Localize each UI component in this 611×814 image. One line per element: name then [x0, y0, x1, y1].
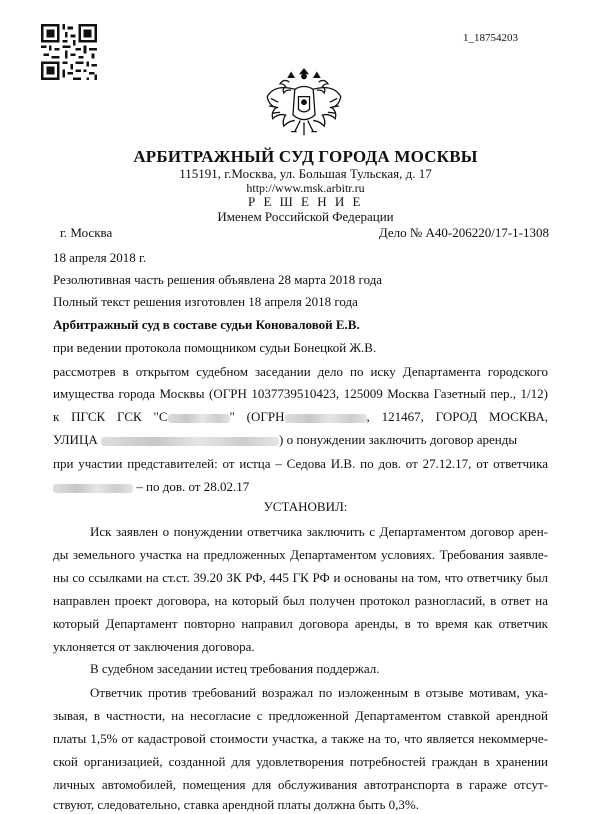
in-name-of: Именем Российской Федерации [217, 209, 394, 224]
decision-date: 18 апреля 2018 г. [53, 250, 147, 265]
resolution-note: Резолютивная часть решения объявлена 28 марта 2018 года [53, 272, 383, 287]
paragraph-line: В судебном заседании истец требования поддержал. [90, 661, 380, 676]
paragraph-line: уклоняется от заключения договора. [53, 639, 255, 654]
protocol-keeper: при ведении протокола помощником судьи Бонецкой Ж.В. [53, 340, 377, 355]
redacted-text [168, 414, 230, 423]
document-title: Р Е Ш Е Н И Е [248, 194, 363, 209]
paragraph-line: ны со ссылками на ст.ст. 39.20 ЗК РФ, 445 ГК РФ и основаны на том, что ответчику был [53, 570, 548, 585]
paragraph-line: который Департамент повторно направил договора аренды, в то время как ответчик [53, 616, 548, 631]
redacted-text [53, 484, 133, 493]
paragraph-line: Иск заявлен о понуждении ответчика заключить с Департаментом договор арен- [90, 524, 548, 539]
paragraph-line: ской организацией, созданной для удовлетворения потребностей граждан в хранении [53, 754, 548, 769]
court-name: АРБИТРАЖНЫЙ СУД ГОРОДА МОСКВЫ [133, 147, 478, 166]
paragraph-line: личных автомобилей, помещения для обслуживания автотранспорта в гараже отсут- [53, 777, 548, 792]
court-address: 115191, г.Москва, ул. Большая Тульская, д. 17 [179, 166, 432, 181]
qr-code [41, 24, 97, 80]
court-composition: Арбитражный суд в составе судьи Коноваловой Е.В. [53, 317, 360, 332]
representatives-line: – по дов. от 28.02.17 [53, 479, 249, 495]
redacted-text [101, 437, 279, 446]
coat-of-arms-icon [258, 58, 350, 150]
case-number: Дело № А40-206220/17-1-1308 [378, 225, 549, 240]
full-text-note: Полный текст решения изготовлен 18 апреля 2018 года [53, 294, 358, 309]
case-text-line: рассмотрев в открытом судебном заседании дело по иску Департамента городского [53, 364, 548, 379]
city: г. Москва [60, 225, 113, 240]
court-website: http://www.msk.arbitr.ru [246, 181, 365, 195]
section-heading: УСТАНОВИЛ: [263, 499, 348, 514]
case-text-line: имущества города Москвы (ОГРН 1037739510423, 125009 Москва Газетный пер., 1/12) [53, 386, 548, 401]
paragraph-line: зывая, в частности, на несогласие с предложенной Департаментом ставкой арендной [53, 708, 548, 723]
case-text-line: к ПГСК ГСК "С " (ОГРН , 121467, ГОРОД МОСКВА, [53, 409, 548, 424]
case-text-line: УЛИЦА ) о понуждении заключить договор аренды [53, 432, 518, 447]
redacted-text [285, 414, 367, 423]
document-id: 1_18754203 [463, 32, 518, 44]
paragraph-line: ды земельного участка на предложенных Департаментом условиях. Требования заявле- [53, 547, 548, 562]
paragraph-line: направлен проект договора, на который был получен протокол разногласий, в ответ на [53, 593, 548, 608]
paragraph-line: ствуют, следовательно, ставка арендной платы должна быть 0,3%. [53, 797, 419, 812]
representatives-line: при участии представителей: от истца – Седова И.В. по дов. от 27.12.17, от ответчика [53, 456, 548, 471]
paragraph-line: Ответчик против требований возражал по изложенным в отзыве мотивам, ука- [90, 685, 548, 700]
paragraph-line: платы 1,5% от кадастровой стоимости участка, а также на то, что является некоммерче- [53, 731, 548, 746]
